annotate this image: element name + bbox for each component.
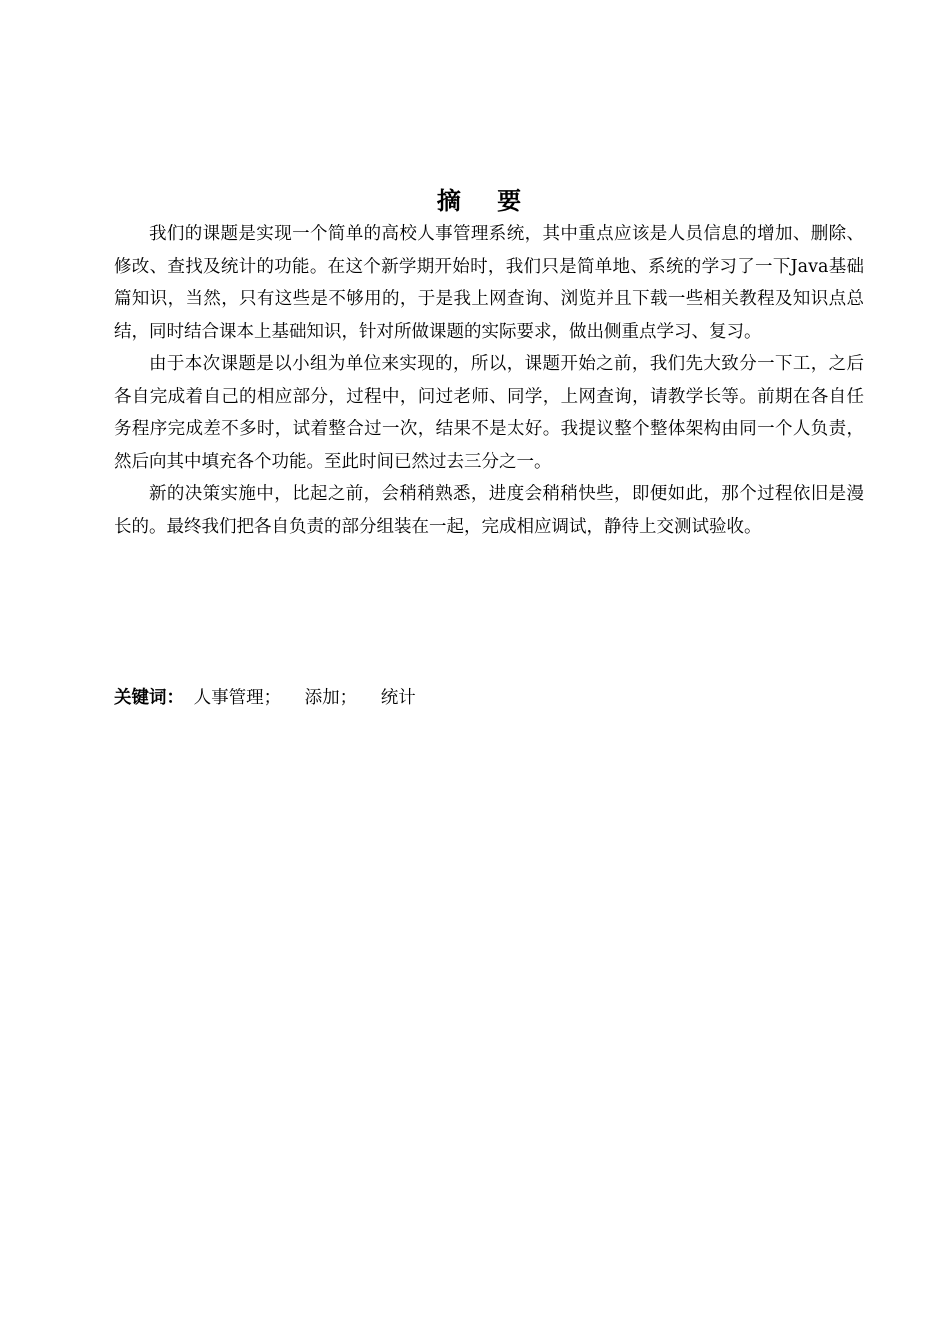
keyword-item: 人事管理 (193, 688, 264, 708)
abstract-paragraph-1: 我们的课题是实现一个简单的高校人事管理系统，其中重点应该是人员信息的增加、删除、修改、查找及统计的功能。在这个新学期开始时，我们只是简单地、系统的学习了一下Java基础篇知识，当然，只有这些是不够用的，于是我上网查询、浏览并且下载一些相关教程及知识点总结，同时结合课本上基础知识，针对所做课题的实际要求，做出侧重点学习、复习。 (114, 224, 864, 342)
abstract-paragraph-2: 由于本次课题是以小组为单位来实现的，所以，课题开始之前，我们先大致分一下工，之后各自完成着自己的相应部分，过程中，问过老师、同学，上网查询，请教学长等。前期在各自任务程序完成差不多时，试着整合过一次，结果不是太好。我提议整个整体架构由同一个人负责，然后向其中填充各个功能。至此时间已然过去三分之一。 (114, 354, 864, 472)
abstract-body (114, 218, 864, 543)
keywords-line (114, 682, 416, 714)
keyword-item: 统计 (380, 688, 416, 708)
keyword-separator: ； (263, 688, 282, 708)
keyword-item: 添加 (304, 688, 340, 708)
abstract-paragraph-3: 新的决策实施中，比起之前，会稍稍熟悉，进度会稍稍快些，即便如此，那个过程依旧是漫长的。最终我们把各自负责的部分组装在一起，完成相应调试，静待上交测试验收。 (114, 484, 864, 537)
keyword-separator: ； (339, 688, 358, 708)
keywords-label: 关键词： (114, 688, 184, 708)
abstract-title: 摘 要 (436, 187, 536, 215)
